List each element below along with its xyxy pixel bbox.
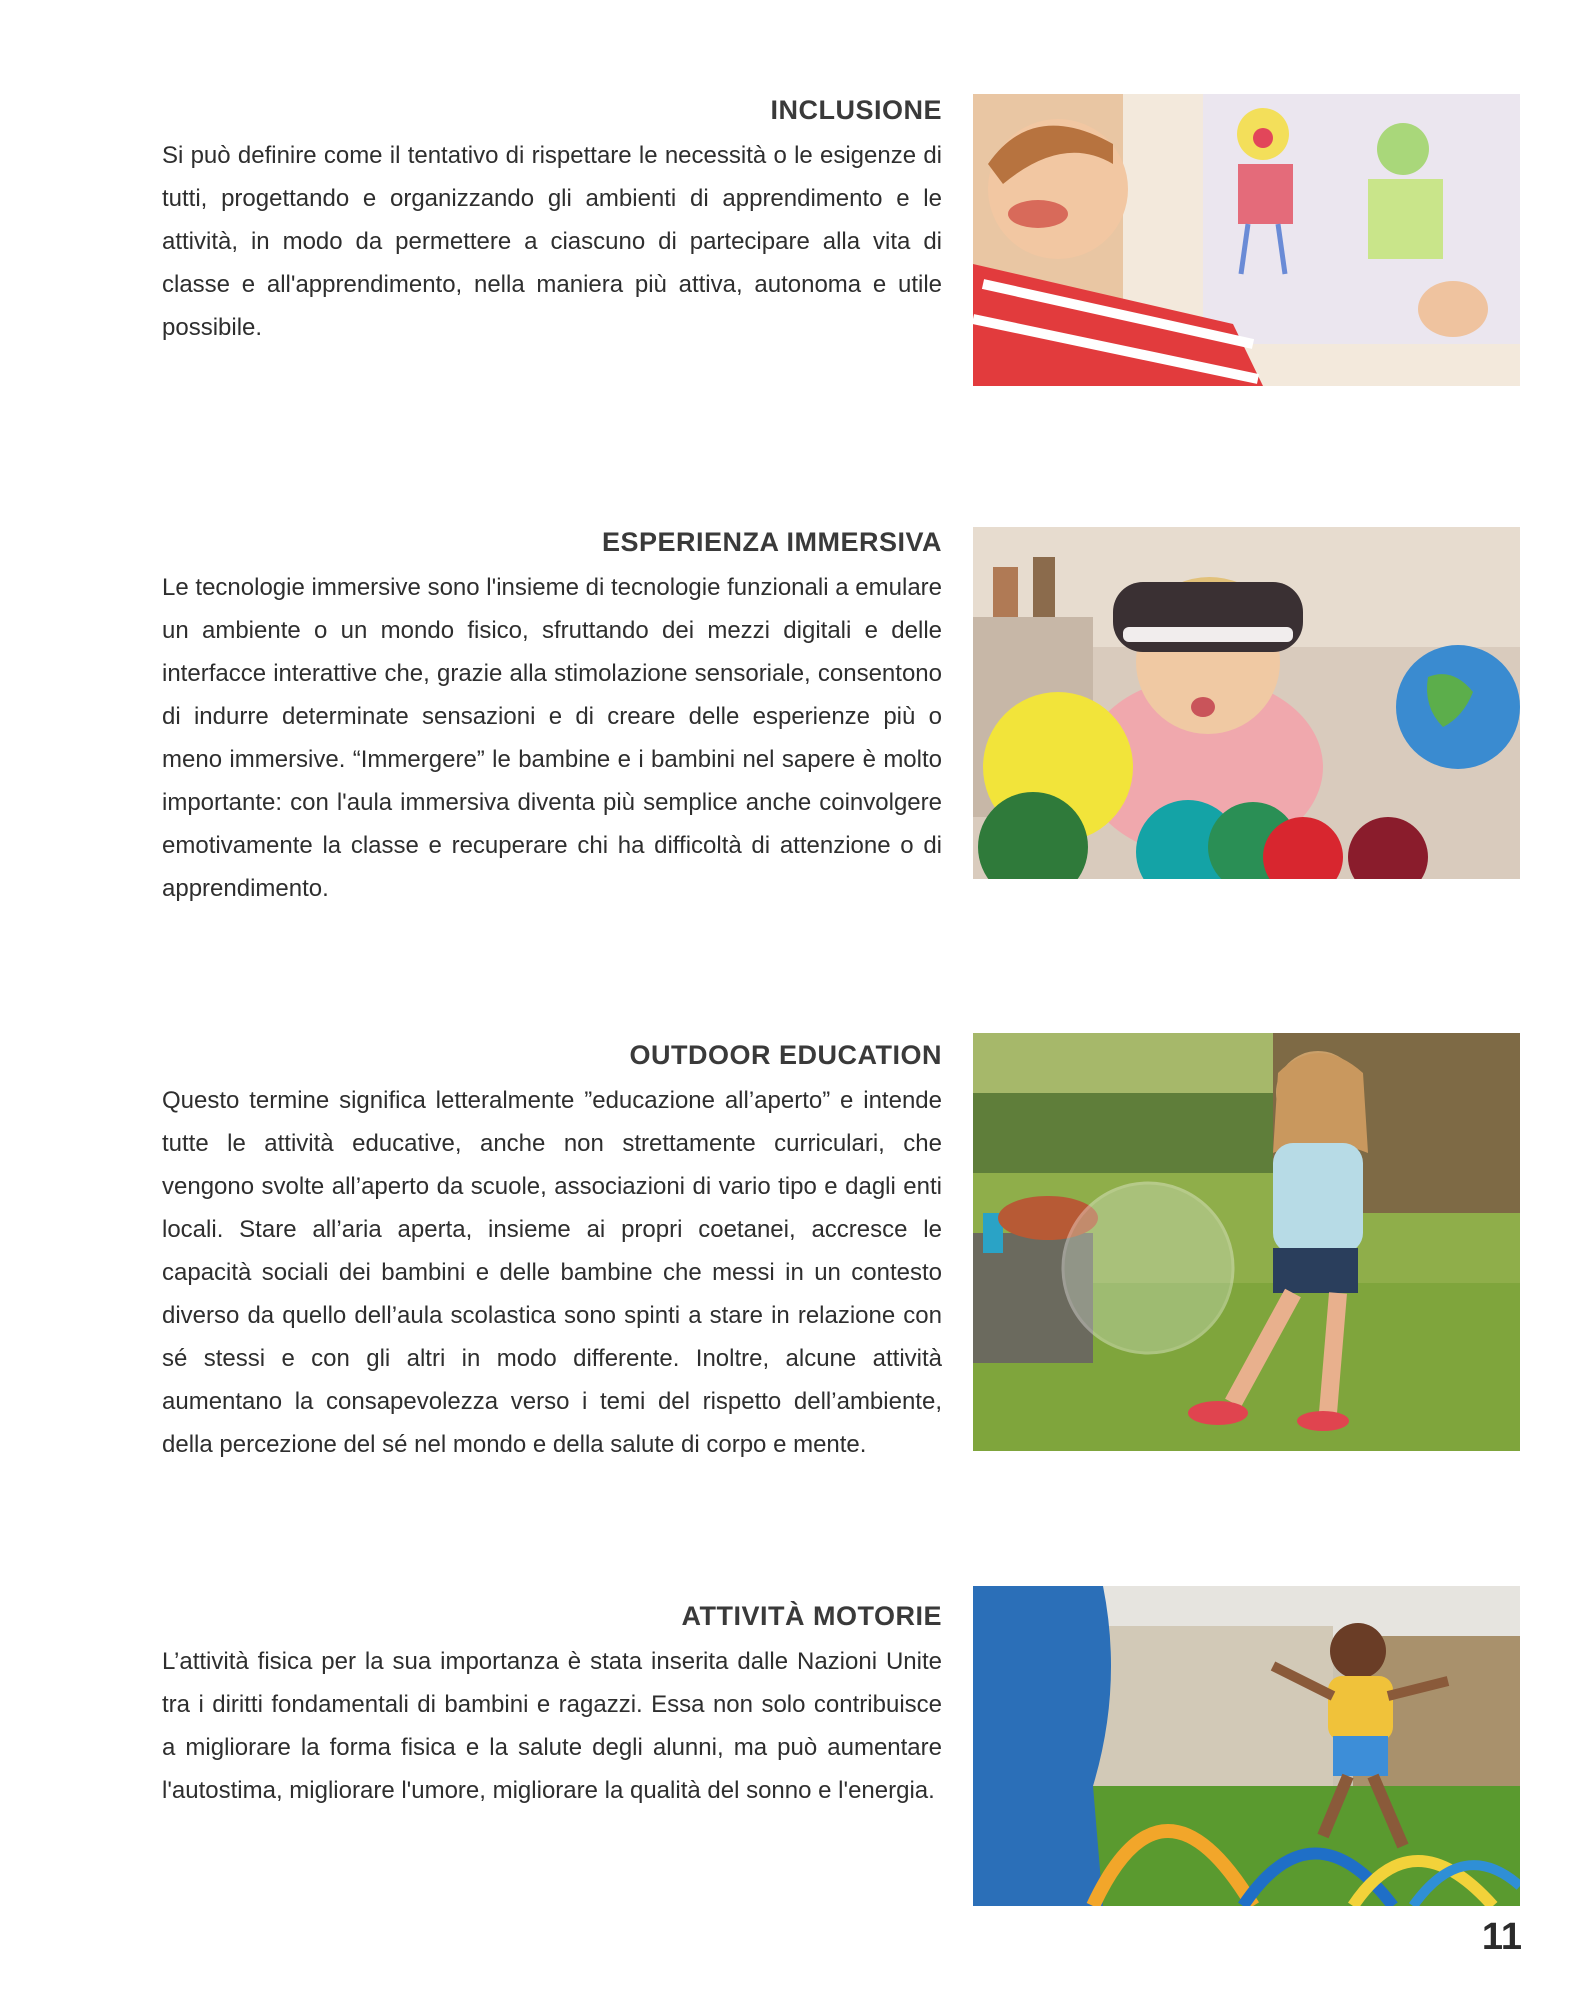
text-column	[162, 1037, 942, 1466]
section-body: Questo termine significa letteralmente ”educazione all’aperto” e intende tutte le attività educative, anche non strettamente curriculari, che vengono svolte all’aperto da scuole, associazioni di vario tipo e dagli enti locali. Stare all’aria aperta, insieme ai propri coetanei, accresce le capacità sociali dei bambini e delle bambine che messi in un contesto diverso da quello dell’aula scolastica sono spinti a stare in relazione con sé stessi e con gli altri in modo differente. Inoltre, alcune attività aumentano la consapevolezza verso i temi del rispetto dell’ambiente, della percezione del sé nel mondo e della salute di corpo e mente.	[162, 1087, 942, 1458]
section-body: L’attività fisica per la sua importanza è stata inserita dalle Nazioni Unite tra i diritti fondamentali di bambini e ragazzi. Essa non solo contribuisce a migliorare la forma fisica e la salute degli alunni, ma può aumentare l'autostima, migliorare l'umore, migliorare la qualità del sonno e l'energia.	[162, 1648, 942, 1804]
section-body: Le tecnologie immersive sono l'insieme di tecnologie funzionali a emulare un ambiente o un mondo fisico, sfruttando dei mezzi digitali e delle interfacce interattive che, grazie alla stimolazione sensoriale, consentono di indurre determinate sensazioni e di creare delle esperienze più o meno immersive. “Immergere” le bambine e i bambini nel sapere è molto importante: con l'aula immersiva diventa più semplice anche coinvolgere emotivamente la classe e recuperare chi ha difficoltà di attenzione o di apprendimento.	[162, 574, 942, 902]
section-title: ATTIVITÀ MOTORIE	[681, 1601, 942, 1631]
page-number: 11	[1481, 1916, 1522, 1958]
photo-child-bubble	[973, 1033, 1520, 1451]
text-column	[162, 1598, 942, 1812]
photo-children-running	[973, 1586, 1520, 1906]
photo-vr-headset	[973, 527, 1520, 902]
text-column	[162, 524, 942, 910]
section-title: INCLUSIONE	[770, 95, 942, 125]
photo-child-drawing	[973, 94, 1520, 386]
section-body: Si può definire come il tentativo di rispettare le necessità o le esigenze di tutti, progettando e organizzando gli ambienti di apprendimento e le attività, in modo da permettere a ciascuno di partecipare alla vita di classe e all'apprendimento, nella maniera più attiva, autonoma e utile possibile.	[162, 142, 942, 341]
text-column	[162, 92, 942, 349]
section-title: OUTDOOR EDUCATION	[629, 1040, 942, 1070]
section-title: ESPERIENZA IMMERSIVA	[601, 527, 942, 557]
